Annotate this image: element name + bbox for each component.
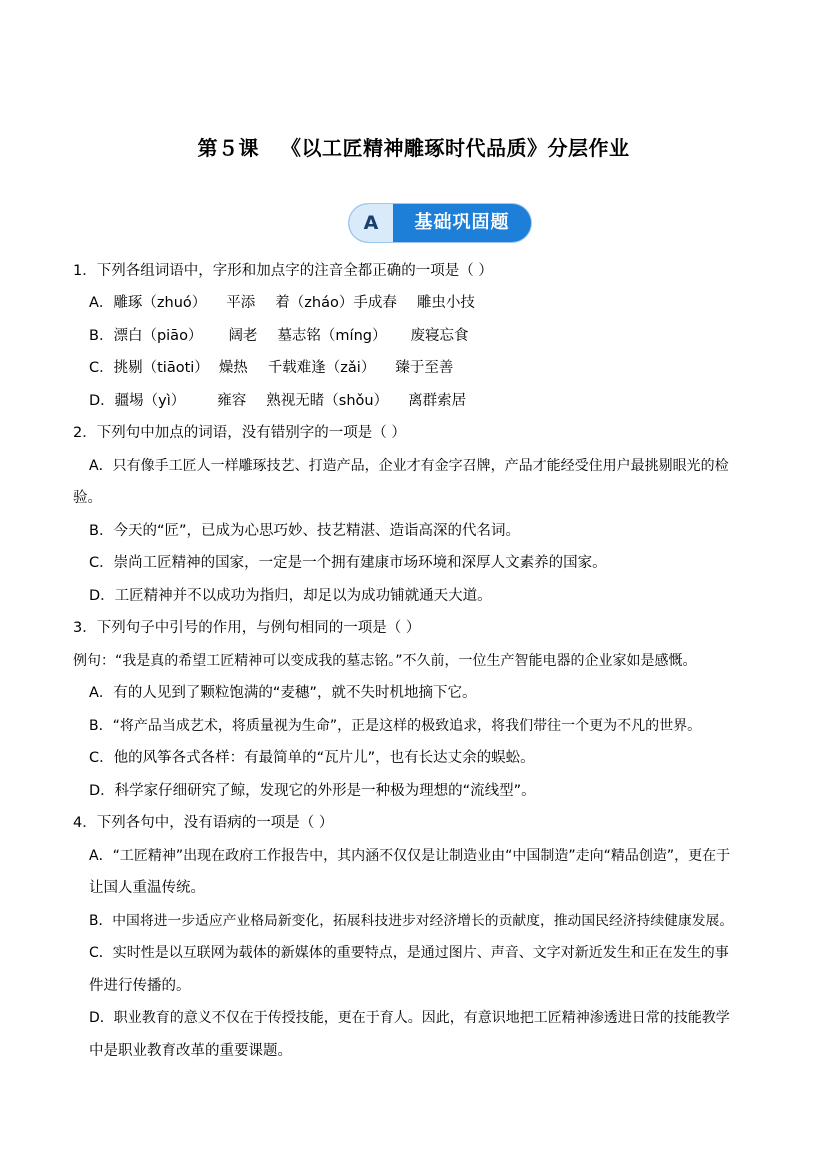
lesson-name: 《以工匠精神雕琢时代品质》分层作业 xyxy=(281,136,630,160)
question-3-option-a: A．有的人见到了颗粒饱满的“麦穗”，就不失时机地摘下它。 xyxy=(89,685,477,701)
question-2-option-c: C．崇尚工匠精神的国家，一定是一个拥有建康市场环境和深厚人文素养的国家。 xyxy=(89,555,607,571)
question-4-option-b: B．中国将进一步适应产业格局新变化，拓展科技进步对经济增长的贡献度，推动国民经济持续健康发展。 xyxy=(89,913,734,929)
question-4-option-d-continued: 中是职业教育改革的重要课题。 xyxy=(89,1043,292,1059)
question-1-option-b: B．漂白（piāo） 阔老 墓志铭（míng） 废寝忘食 xyxy=(89,328,469,344)
question-4-option-d: D．职业教育的意义不仅在于传授技能，更在于育人。因此，有意识地把工匠精神渗透进日常的技能教学 xyxy=(89,1010,730,1026)
section-badge xyxy=(349,204,531,242)
lesson-number: 第５课 xyxy=(197,136,259,160)
question-3-option-b: B．“将产品当成艺术，将质量视为生命”，正是这样的极致追求，将我们带往一个更为不凡的世界。 xyxy=(89,718,702,734)
question-1-stem: 1．下列各组词语中，字形和加点字的注音全都正确的一项是（ ） xyxy=(73,263,493,279)
question-1-option-a: A．雕琢（zhuó） 平添 着（zháo）手成春 雕虫小技 xyxy=(89,295,475,311)
question-4-option-c: C．实时性是以互联网为载体的新媒体的重要特点，是通过图片、声音、文字对新近发生和正在发生的事 xyxy=(89,945,729,961)
question-4-option-c-continued: 件进行传播的。 xyxy=(89,978,191,994)
question-4-stem: 4．下列各句中，没有语病的一项是（ ） xyxy=(73,815,334,831)
question-4-option-a-continued: 让国人重温传统。 xyxy=(89,880,205,896)
question-2-stem: 2．下列句中加点的词语，没有错别字的一项是（ ） xyxy=(73,425,406,441)
question-2-option-d: D．工匠精神并不以成功为指归，却足以为成功铺就通天大道。 xyxy=(89,588,492,604)
question-3-option-c: C．他的风筝各式各样：有最简单的“瓦片儿”，也有长达丈余的蜈蚣。 xyxy=(89,750,535,766)
badge-label: 基础巩固题 xyxy=(414,212,510,233)
question-1-option-c: C．挑剔（tiāoti） 燥热 千载难逢（zǎi） 臻于至善 xyxy=(89,360,454,376)
question-2-option-b: B．今天的“匠”，已成为心思巧妙、技艺精湛、造诣高深的代名词。 xyxy=(89,523,520,539)
question-4-option-a: A．“工匠精神”出现在政府工作报告中，其内涵不仅仅是让制造业由“中国制造”走向“精品创造”，更在于 xyxy=(89,848,731,864)
question-1-option-d: D．疆埸（yì） 雍容 熟视无睹（shǒu） 离群索居 xyxy=(89,393,467,409)
question-3-stem: 3．下列句子中引号的作用，与例句相同的一项是（ ） xyxy=(73,620,421,636)
question-3-example: 例句：“我是真的希望工匠精神可以变成我的墓志铭。”不久前，一位生产智能电器的企业家如是感慨。 xyxy=(73,653,697,669)
page-title xyxy=(0,132,827,161)
question-2-option-a: A．只有像手工匠人一样雕琢技艺、打造产品，企业才有金字召牌，产品才能经受住用户最挑剔眼光的检 xyxy=(89,458,729,474)
question-3-option-d: D．科学家仔细研究了鲸，发现它的外形是一种极为理想的“流线型”。 xyxy=(89,783,536,799)
question-2-option-a-continued: 验。 xyxy=(73,490,102,506)
badge-letter: A xyxy=(363,212,379,234)
